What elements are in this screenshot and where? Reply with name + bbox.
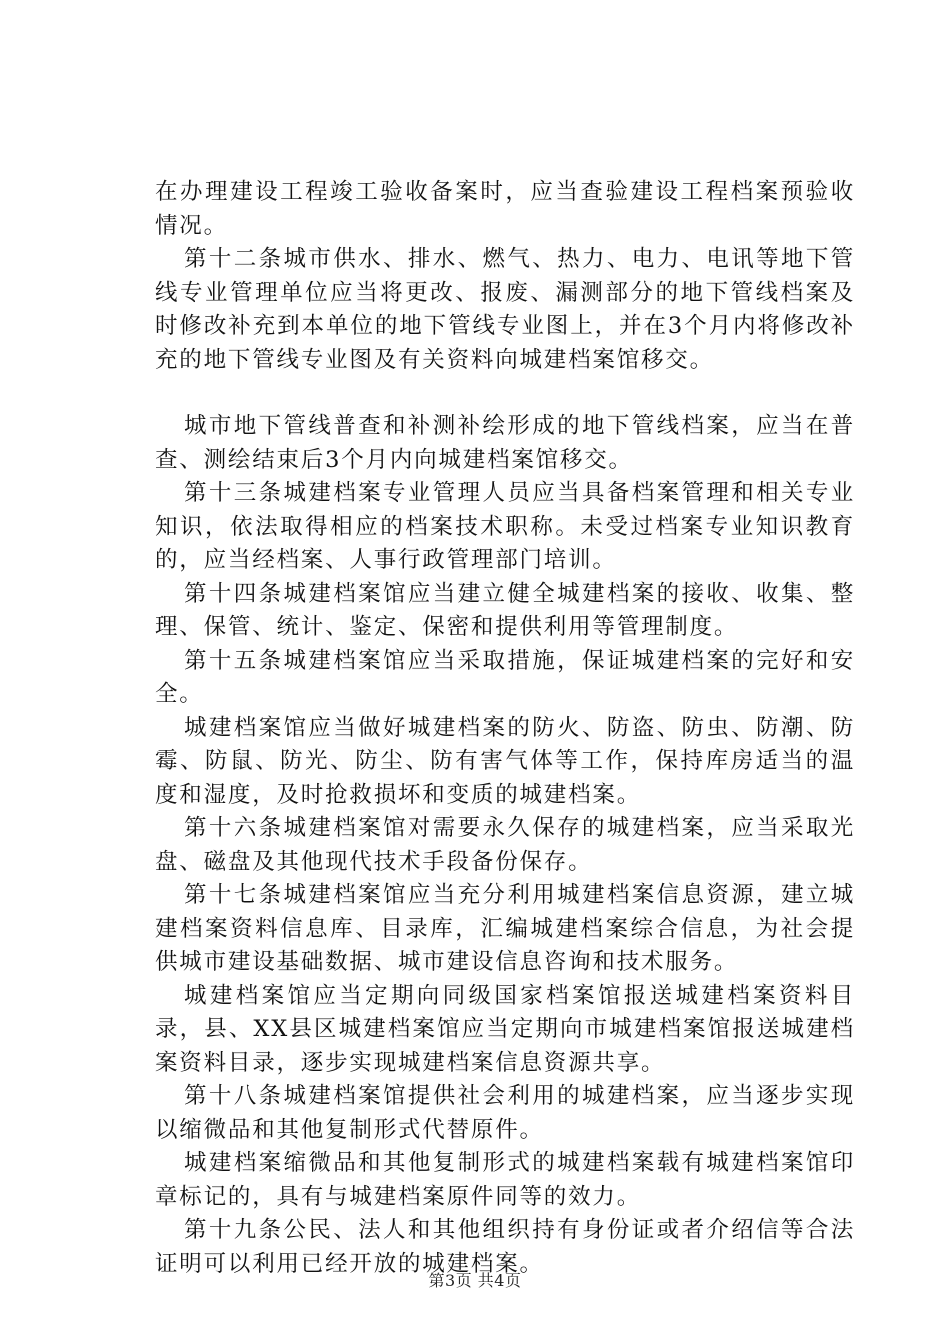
paragraph-6: 第十五条城建档案馆应当采取措施，保证城建档案的完好和安全。 [155,647,855,707]
paragraph-7: 城建档案馆应当做好城建档案的防火、防盗、防虫、防潮、防霉、防鼠、防光、防尘、防有害气体等工作，保持库房适当的温度和湿度，及时抢救损坏和变质的城建档案。 [155,714,855,808]
document-body [155,176,855,1281]
page-number-footer: 第3页 共4页 [428,1271,522,1290]
paragraph-1: 在办理建设工程竣工验收备案时，应当查验建设工程档案预验收情况。 [155,179,855,239]
paragraph-12: 城建档案缩微品和其他复制形式的城建档案载有城建档案馆印章标记的，具有与城建档案原件同等的效力。 [155,1150,855,1210]
paragraph-2: 第十二条城市供水、排水、燃气、热力、电力、电讯等地下管线专业管理单位应当将更改、报废、漏测部分的地下管线档案及时修改补充到本单位的地下管线专业图上，并在3个月内将修改补充的地下管线专业图及有关资料向城建档案馆移交。 [155,246,855,373]
paragraph-11: 第十八条城建档案馆提供社会利用的城建档案，应当逐步实现以缩微品和其他复制形式代替原件。 [155,1083,855,1143]
paragraph-4: 第十三条城建档案专业管理人员应当具备档案管理和相关专业知识，依法取得相应的档案技术职称。未受过档案专业知识教育的，应当经档案、人事行政管理部门培训。 [155,480,855,573]
paragraph-9: 第十七条城建档案馆应当充分利用城建档案信息资源，建立城建档案资料信息库、目录库，汇编城建档案综合信息，为社会提供城市建设基础数据、城市建设信息咨询和技术服务。 [155,882,855,975]
paragraph-13: 第十九条公民、法人和其他组织持有身份证或者介绍信等合法证明可以利用已经开放的城建档案。 [155,1217,855,1277]
paragraph-10: 城建档案馆应当定期向同级国家档案馆报送城建档案资料目录，县、XX县区城建档案馆应当定期向市城建档案馆报送城建档案资料目录，逐步实现城建档案信息资源共享。 [155,982,855,1076]
paragraph-5: 第十四条城建档案馆应当建立健全城建档案的接收、收集、整理、保管、统计、鉴定、保密和提供利用等管理制度。 [155,580,855,640]
paragraph-3: 城市地下管线普查和补测补绘形成的地下管线档案，应当在普查、测绘结束后3个月内向城建档案馆移交。 [155,413,855,473]
paragraph-8: 第十六条城建档案馆对需要永久保存的城建档案，应当采取光盘、磁盘及其他现代技术手段备份保存。 [155,815,855,875]
